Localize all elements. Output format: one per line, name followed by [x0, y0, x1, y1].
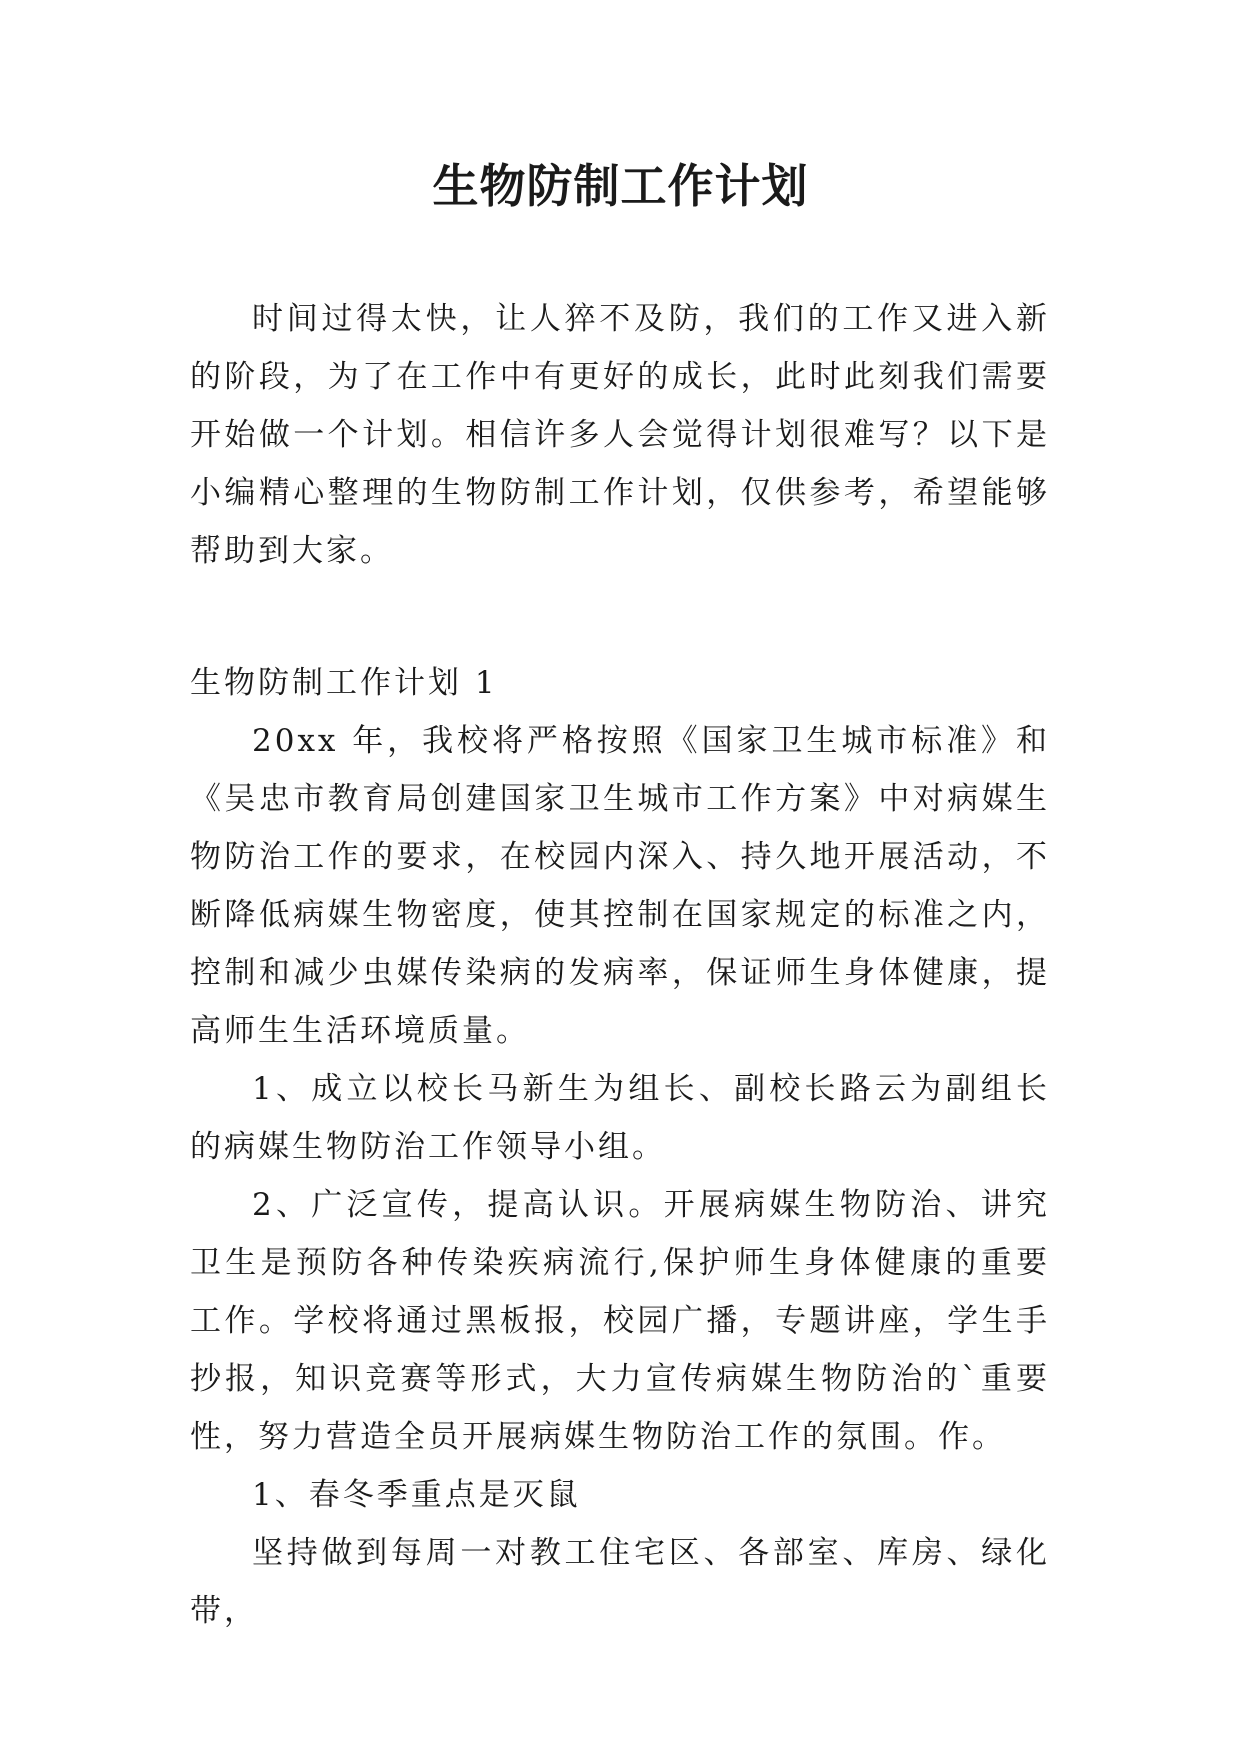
document-body — [190, 290, 1050, 1640]
body-paragraph: 1、成立以校长马新生为组长、副校长路云为副组长的病媒生物防治工作领导小组。 — [190, 1071, 1050, 1165]
intro-paragraph: 时间过得太快，让人猝不及防，我们的工作又进入新的阶段，为了在工作中有更好的成长，此时此刻我们需要开始做一个计划。相信许多人会觉得计划很难写？以下是小编精心整理的生物防制工作计划，仅供参考，希望能够帮助到大家。 — [190, 301, 1050, 569]
body-paragraph: 20xx 年，我校将严格按照《国家卫生城市标准》和《吴忠市教育局创建国家卫生城市工作方案》中对病媒生物防治工作的要求，在校园内深入、持久地开展活动，不断降低病媒生物密度，使其控制在国家规定的标准之内，控制和减少虫媒传染病的发病率，保证师生身体健康，提高师生生活环境质量。 — [190, 723, 1050, 1049]
body-paragraph: 坚持做到每周一对教工住宅区、各部室、库房、绿化带， — [190, 1535, 1050, 1629]
body-paragraph: 2、广泛宣传，提高认识。开展病媒生物防治、讲究卫生是预防各种传染疾病流行,保护师生身体健康的重要工作。学校将通过黑板报，校园广播，专题讲座，学生手抄报，知识竞赛等形式，大力宣传病媒生物防治的`重要性，努力营造全员开展病媒生物防治工作的氛围。作。 — [190, 1187, 1050, 1455]
document-title: 生物防制工作计划 — [432, 159, 809, 213]
section-heading: 生物防制工作计划 1 — [190, 665, 498, 701]
body-paragraph: 1、春冬季重点是灭鼠 — [252, 1477, 581, 1513]
